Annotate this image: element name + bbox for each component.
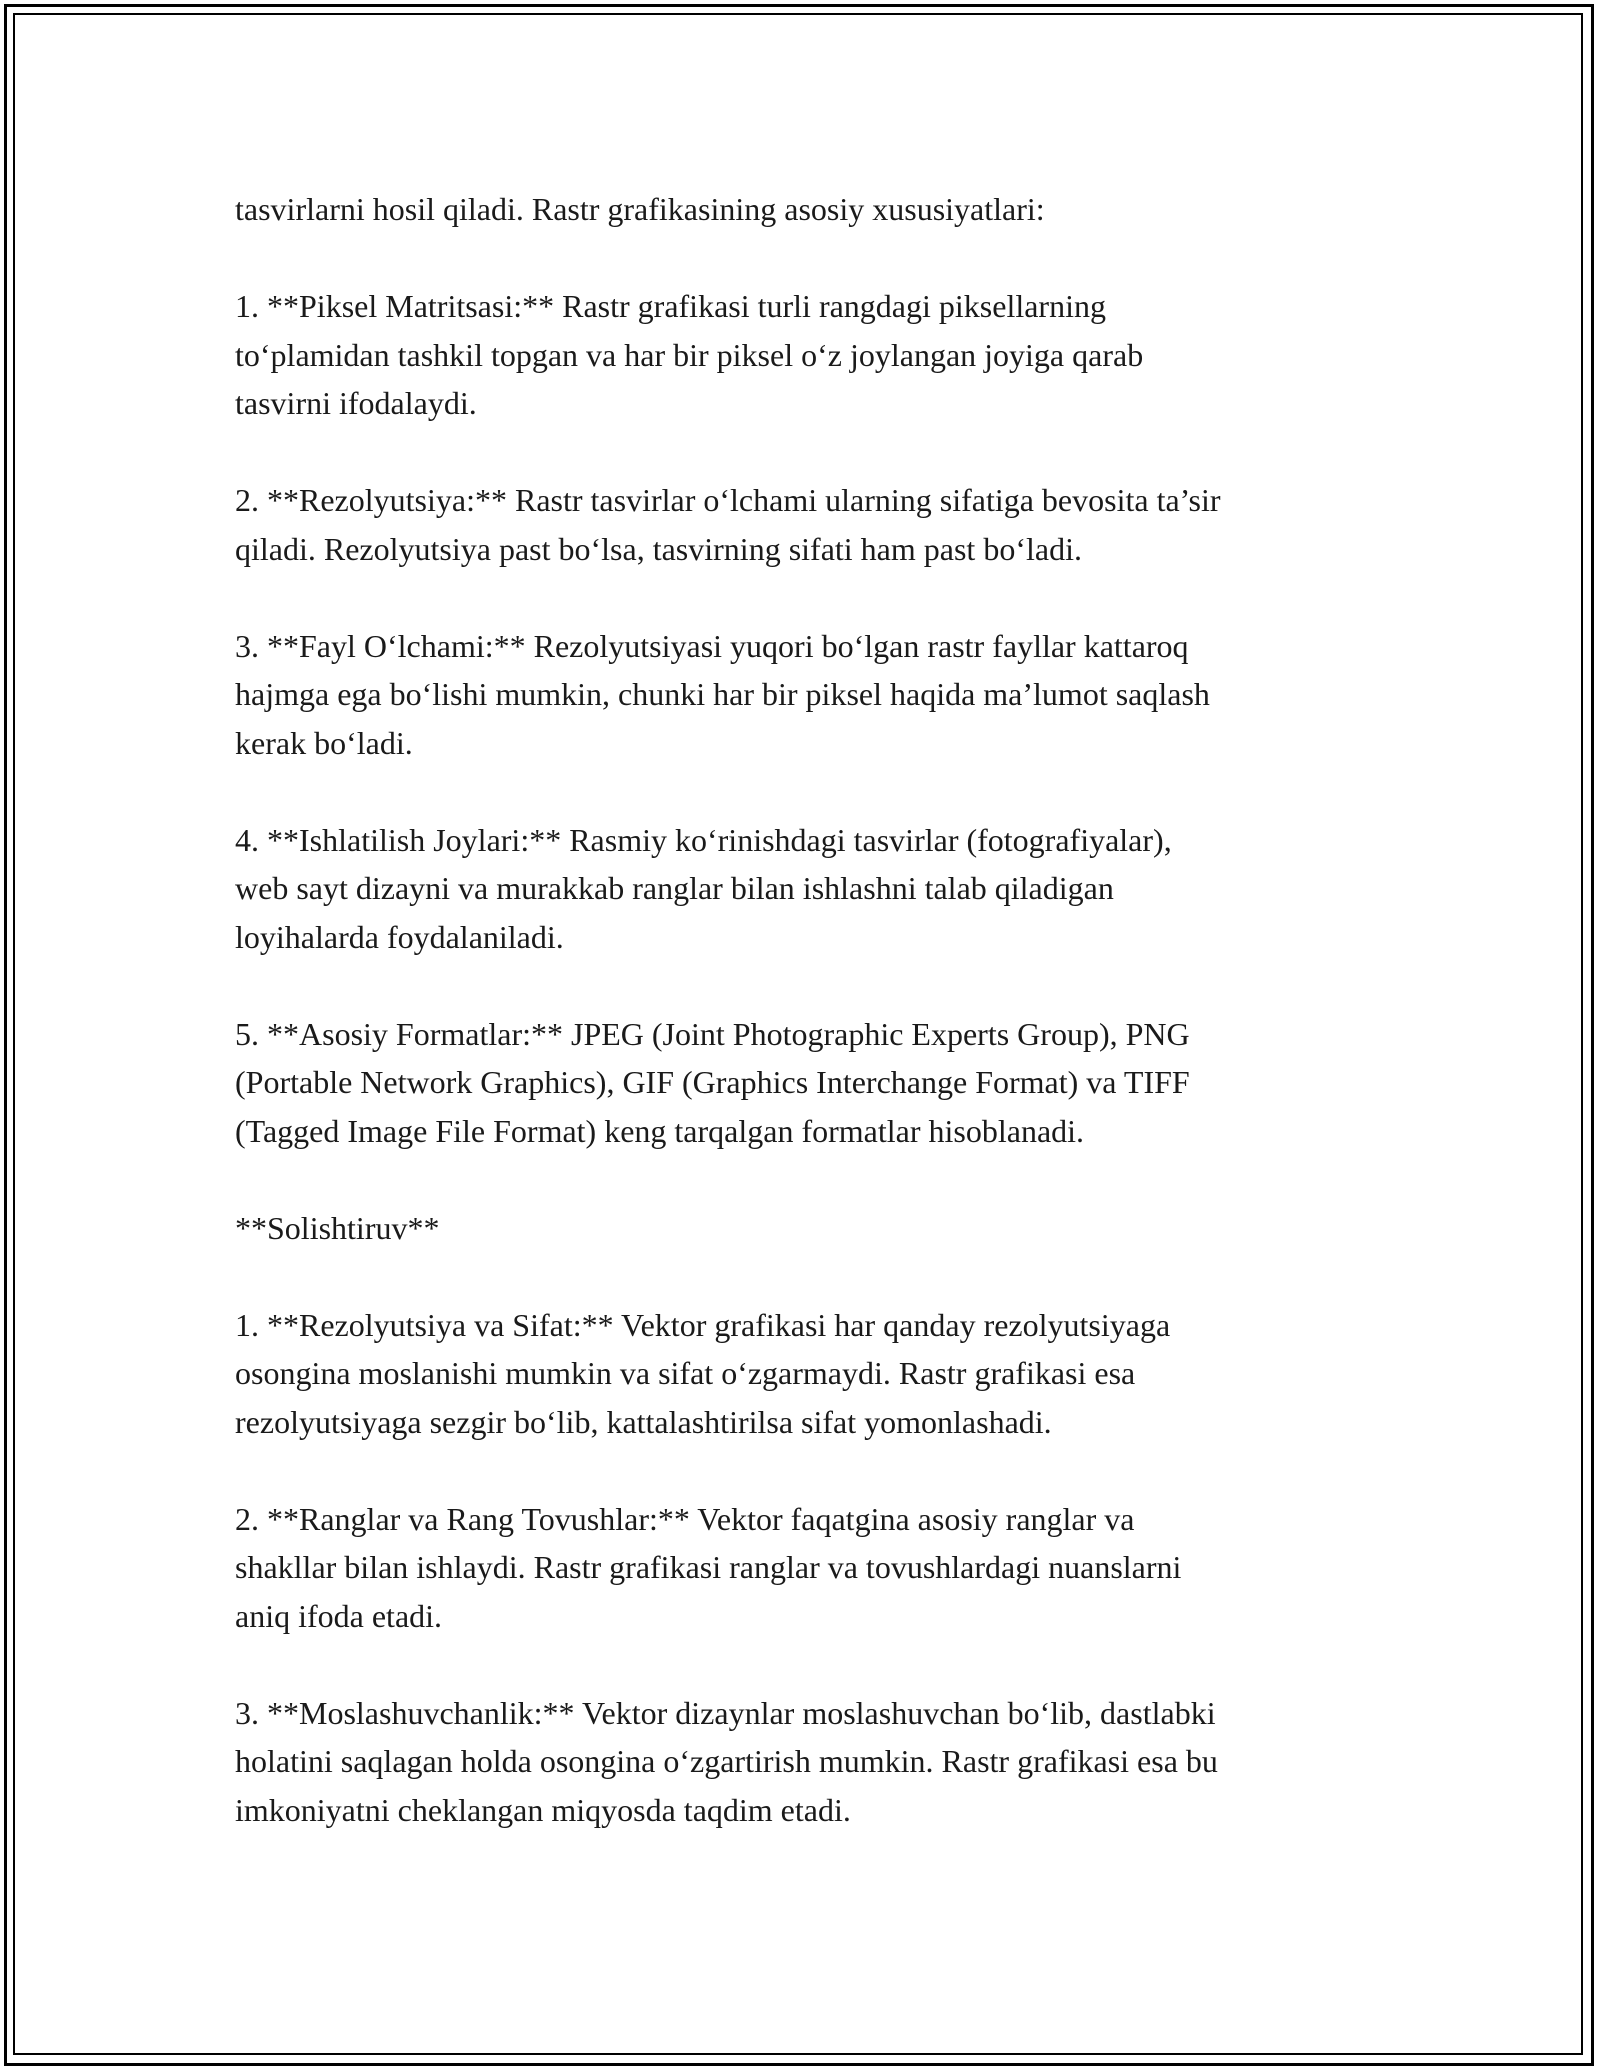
- raster-item-pixel-matrix: 1. **Piksel Matritsasi:** Rastr grafikasi turli rangdagi piksellarning to‘plamidan tashkil topgan va har bir piksel o‘z joylangan joyiga qarab tasvirni ifodalaydi.: [235, 288, 1144, 421]
- intro-paragraph: tasvirlarni hosil qiladi. Rastr grafikasining asosiy xususiyatlari:: [235, 191, 1045, 227]
- raster-item-formats: 5. **Asosiy Formatlar:** JPEG (Joint Photographic Experts Group), PNG (Portable Network Graphics), GIF (Graphics Interchange Format) va TIFF (Tagged Image File Format) keng tarqalgan formatlar hisoblanadi.: [235, 1015, 1190, 1149]
- comparison-heading: **Solishtiruv**: [235, 1209, 440, 1246]
- comparison-item-colors-tones: 2. **Ranglar va Rang Tovushlar:** Vektor faqatgina asosiy ranglar va shakllar bilan ishlaydi. Rastr grafikasi ranglar va tovushlardagi nuanslarni aniq ifoda etadi.: [235, 1500, 1182, 1634]
- raster-item-file-size: 3. **Fayl O‘lchami:** Rezolyutsiyasi yuqori bo‘lgan rastr fayllar kattaroq hajmga ega bo‘lishi mumkin, chunki har bir piksel haqida ma’lumot saqlash kerak bo‘ladi.: [235, 627, 1210, 761]
- document-body: [235, 185, 1385, 1834]
- raster-item-usage: 4. **Ishlatilish Joylari:** Rasmiy ko‘rinishdagi tasvirlar (fotografiyalar), web sayt dizayni va murakkab ranglar bilan ishlashni talab qiladigan loyihalarda foydalaniladi.: [235, 821, 1172, 955]
- comparison-item-flexibility: 3. **Moslashuvchanlik:** Vektor dizaynlar moslashuvchan bo‘lib, dastlabki holatini saqlagan holda osongina o‘zgartirish mumkin. Rastr grafikasi esa bu imkoniyatni cheklangan miqyosda taqdim etadi.: [235, 1694, 1218, 1828]
- comparison-item-resolution-quality: 1. **Rezolyutsiya va Sifat:** Vektor grafikasi har qanday rezolyutsiyaga osongina moslanishi mumkin va sifat o‘zgarmaydi. Rastr grafikasi esa rezolyutsiyaga sezgir bo‘lib, kattalashtirilsa sifat yomonlashadi.: [235, 1306, 1171, 1440]
- raster-item-resolution: 2. **Rezolyutsiya:** Rastr tasvirlar o‘lchami ularning sifatiga bevosita ta’sir qiladi. Rezolyutsiya past bo‘lsa, tasvirning sifati ham past bo‘ladi.: [235, 482, 1221, 567]
